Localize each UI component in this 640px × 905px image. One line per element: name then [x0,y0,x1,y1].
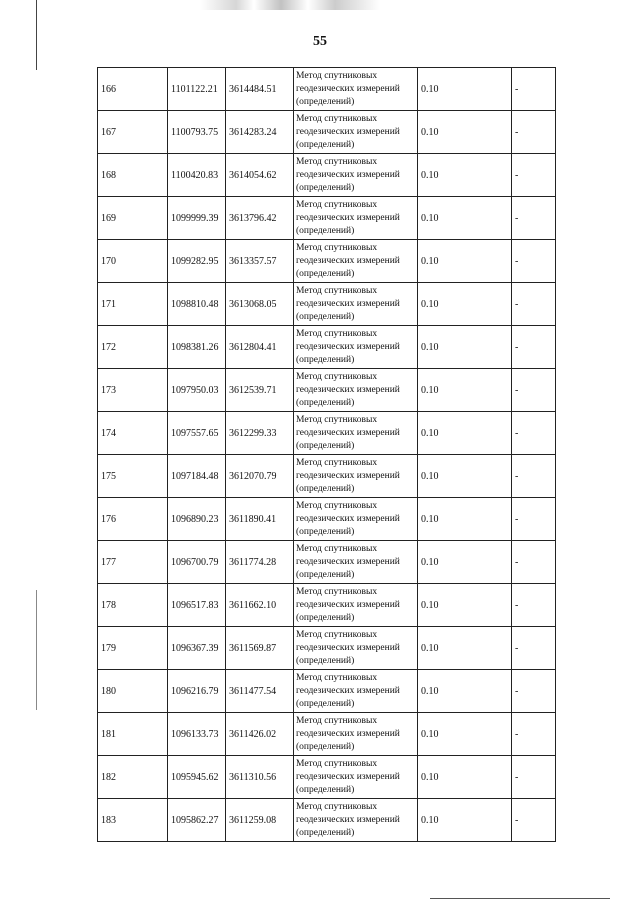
table-row [98,713,556,756]
method-cell: Метод спутниковых геодезических измерений (определений) [294,498,418,541]
method-cell: Метод спутниковых геодезических измерений (определений) [294,111,418,154]
x-coordinate-cell: 1096517.83 [168,584,226,627]
method-cell: Метод спутниковых геодезических измерений (определений) [294,799,418,842]
table-row [98,326,556,369]
x-coordinate-cell: 1100420.83 [168,154,226,197]
x-coordinate-cell: 1097184.48 [168,455,226,498]
method-cell: Метод спутниковых геодезических измерений (определений) [294,369,418,412]
method-cell: Метод спутниковых геодезических измерений (определений) [294,240,418,283]
point-number-cell: 171 [98,283,168,326]
precision-cell: 0.10 [418,197,512,240]
method-cell: Метод спутниковых геодезических измерений (определений) [294,326,418,369]
point-number-cell: 179 [98,627,168,670]
method-cell: Метод спутниковых геодезических измерений (определений) [294,197,418,240]
x-coordinate-cell: 1101122.21 [168,68,226,111]
point-number-cell: 175 [98,455,168,498]
y-coordinate-cell: 3614484.51 [226,68,294,111]
margin-line [36,590,37,710]
y-coordinate-cell: 3613357.57 [226,240,294,283]
note-cell: - [512,412,556,455]
y-coordinate-cell: 3611569.87 [226,627,294,670]
point-number-cell: 166 [98,68,168,111]
coordinates-table-body [98,68,556,842]
x-coordinate-cell: 1100793.75 [168,111,226,154]
precision-cell: 0.10 [418,154,512,197]
method-cell: Метод спутниковых геодезических измерений (определений) [294,670,418,713]
y-coordinate-cell: 3611259.08 [226,799,294,842]
precision-cell: 0.10 [418,369,512,412]
precision-cell: 0.10 [418,68,512,111]
x-coordinate-cell: 1095862.27 [168,799,226,842]
note-cell: - [512,627,556,670]
point-number-cell: 183 [98,799,168,842]
precision-cell: 0.10 [418,584,512,627]
precision-cell: 0.10 [418,326,512,369]
note-cell: - [512,756,556,799]
y-coordinate-cell: 3614054.62 [226,154,294,197]
y-coordinate-cell: 3611662.10 [226,584,294,627]
note-cell: - [512,154,556,197]
precision-cell: 0.10 [418,627,512,670]
y-coordinate-cell: 3612299.33 [226,412,294,455]
note-cell: - [512,197,556,240]
y-coordinate-cell: 3611774.28 [226,541,294,584]
note-cell: - [512,240,556,283]
note-cell: - [512,283,556,326]
x-coordinate-cell: 1096890.23 [168,498,226,541]
method-cell: Метод спутниковых геодезических измерений (определений) [294,68,418,111]
scan-artifact [200,0,380,10]
table-row [98,498,556,541]
y-coordinate-cell: 3612804.41 [226,326,294,369]
method-cell: Метод спутниковых геодезических измерений (определений) [294,627,418,670]
table-row [98,455,556,498]
x-coordinate-cell: 1097950.03 [168,369,226,412]
note-cell: - [512,584,556,627]
point-number-cell: 173 [98,369,168,412]
table-row [98,756,556,799]
method-cell: Метод спутниковых геодезических измерений (определений) [294,455,418,498]
point-number-cell: 169 [98,197,168,240]
y-coordinate-cell: 3611477.54 [226,670,294,713]
precision-cell: 0.10 [418,283,512,326]
y-coordinate-cell: 3612539.71 [226,369,294,412]
y-coordinate-cell: 3611310.56 [226,756,294,799]
x-coordinate-cell: 1096367.39 [168,627,226,670]
method-cell: Метод спутниковых геодезических измерений (определений) [294,713,418,756]
precision-cell: 0.10 [418,498,512,541]
method-cell: Метод спутниковых геодезических измерений (определений) [294,283,418,326]
table-row [98,584,556,627]
point-number-cell: 174 [98,412,168,455]
y-coordinate-cell: 3613068.05 [226,283,294,326]
point-number-cell: 170 [98,240,168,283]
point-number-cell: 176 [98,498,168,541]
note-cell: - [512,498,556,541]
note-cell: - [512,68,556,111]
y-coordinate-cell: 3612070.79 [226,455,294,498]
y-coordinate-cell: 3611426.02 [226,713,294,756]
table-row [98,283,556,326]
method-cell: Метод спутниковых геодезических измерений (определений) [294,584,418,627]
method-cell: Метод спутниковых геодезических измерений (определений) [294,154,418,197]
x-coordinate-cell: 1099999.39 [168,197,226,240]
page-number: 55 [313,34,327,49]
note-cell: - [512,541,556,584]
point-number-cell: 168 [98,154,168,197]
note-cell: - [512,670,556,713]
method-cell: Метод спутниковых геодезических измерений (определений) [294,412,418,455]
table-row [98,111,556,154]
precision-cell: 0.10 [418,670,512,713]
table-row [98,412,556,455]
point-number-cell: 181 [98,713,168,756]
table-row [98,197,556,240]
footer-line [430,898,610,899]
method-cell: Метод спутниковых геодезических измерений (определений) [294,541,418,584]
point-number-cell: 180 [98,670,168,713]
precision-cell: 0.10 [418,756,512,799]
x-coordinate-cell: 1096133.73 [168,713,226,756]
note-cell: - [512,799,556,842]
point-number-cell: 182 [98,756,168,799]
y-coordinate-cell: 3611890.41 [226,498,294,541]
coordinates-table [97,67,556,842]
note-cell: - [512,713,556,756]
table-row [98,154,556,197]
table-row [98,670,556,713]
note-cell: - [512,111,556,154]
precision-cell: 0.10 [418,799,512,842]
table-row [98,369,556,412]
table-row [98,68,556,111]
table-row [98,799,556,842]
point-number-cell: 172 [98,326,168,369]
y-coordinate-cell: 3613796.42 [226,197,294,240]
x-coordinate-cell: 1096216.79 [168,670,226,713]
y-coordinate-cell: 3614283.24 [226,111,294,154]
precision-cell: 0.10 [418,455,512,498]
note-cell: - [512,326,556,369]
point-number-cell: 167 [98,111,168,154]
table-row [98,627,556,670]
point-number-cell: 178 [98,584,168,627]
x-coordinate-cell: 1098810.48 [168,283,226,326]
x-coordinate-cell: 1098381.26 [168,326,226,369]
x-coordinate-cell: 1095945.62 [168,756,226,799]
note-cell: - [512,369,556,412]
table-row [98,240,556,283]
point-number-cell: 177 [98,541,168,584]
note-cell: - [512,455,556,498]
method-cell: Метод спутниковых геодезических измерений (определений) [294,756,418,799]
precision-cell: 0.10 [418,713,512,756]
table-row [98,541,556,584]
precision-cell: 0.10 [418,240,512,283]
x-coordinate-cell: 1096700.79 [168,541,226,584]
precision-cell: 0.10 [418,111,512,154]
precision-cell: 0.10 [418,412,512,455]
x-coordinate-cell: 1097557.65 [168,412,226,455]
x-coordinate-cell: 1099282.95 [168,240,226,283]
precision-cell: 0.10 [418,541,512,584]
